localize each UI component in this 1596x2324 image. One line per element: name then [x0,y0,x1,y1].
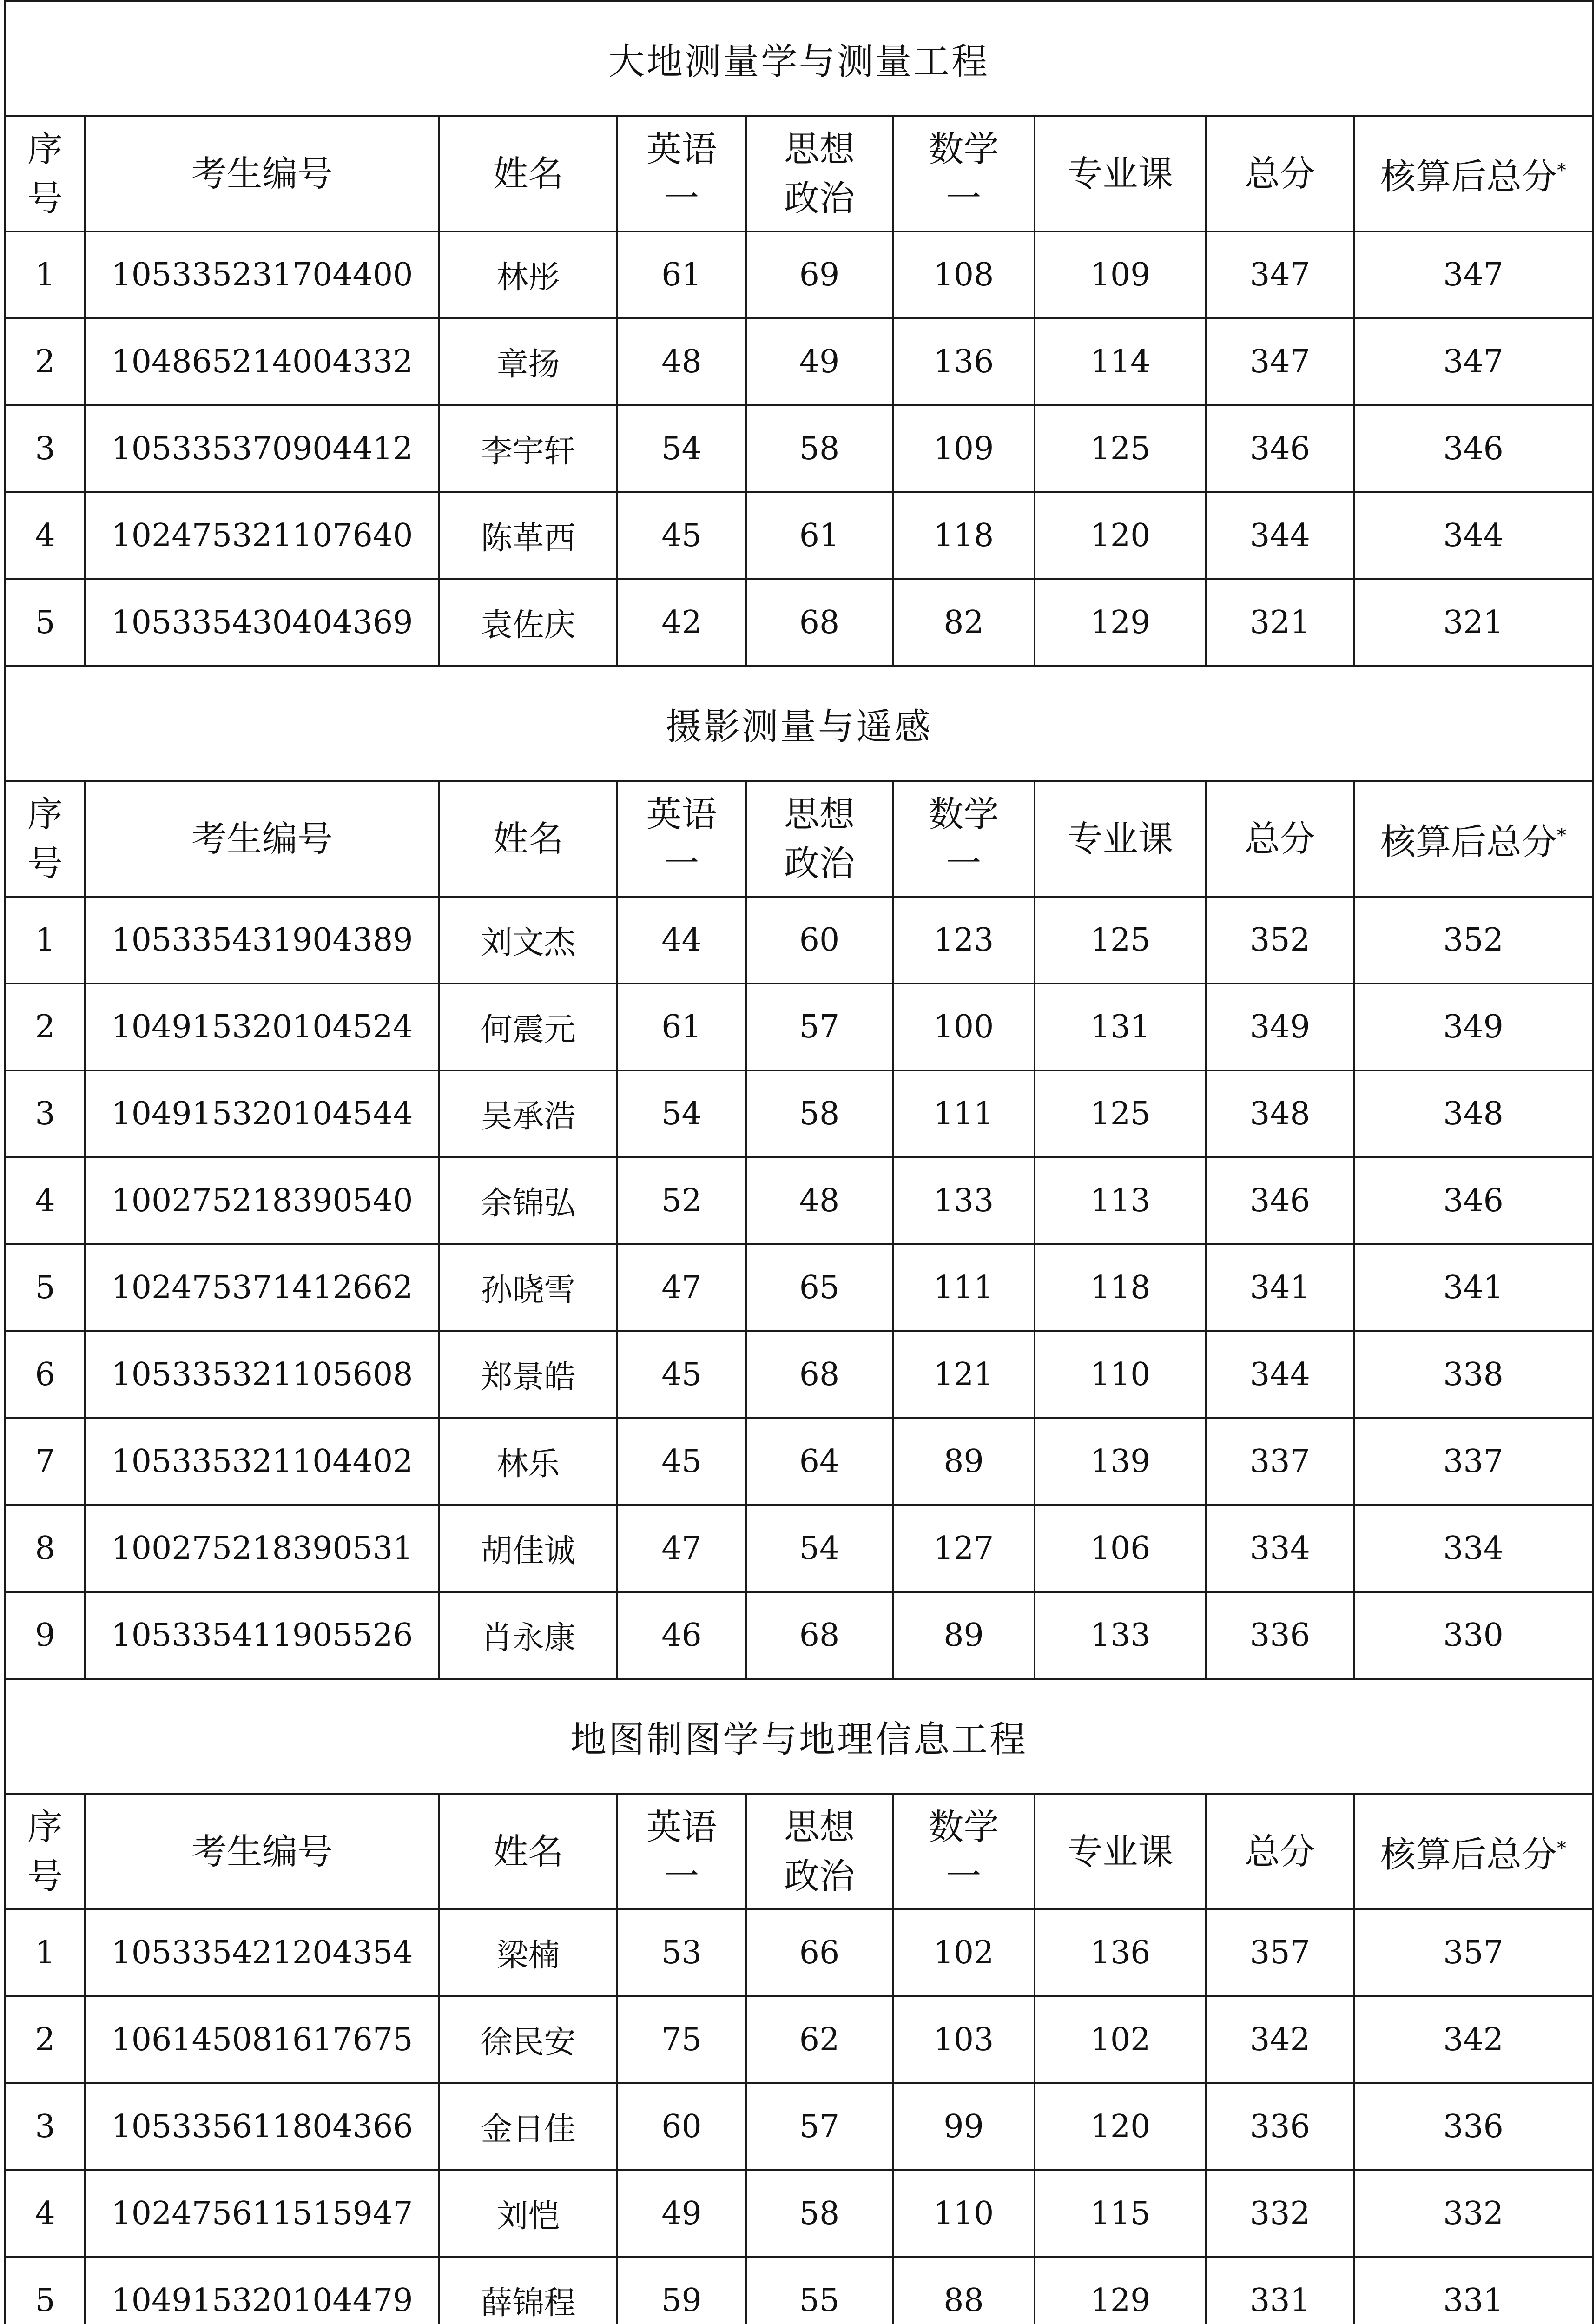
cell-seq: 5 [5,579,85,666]
cell-verified-total: 331 [1354,2257,1593,2324]
cell-seq: 9 [5,1592,85,1679]
cell-english: 52 [617,1157,746,1244]
cell-seq: 3 [5,405,85,492]
cell-english: 45 [617,1418,746,1505]
cell-total: 347 [1206,318,1354,405]
cell-politics: 68 [746,1331,893,1418]
cell-math: 127 [893,1505,1035,1592]
cell-verified-total: 348 [1354,1070,1593,1157]
cell-seq: 1 [5,1909,85,1996]
cell-major: 133 [1035,1592,1206,1679]
cell-exam-id: 106145081617675 [85,1996,439,2083]
cell-english: 42 [617,579,746,666]
cell-verified-total: 341 [1354,1244,1593,1331]
header-politics: 思想 政治 [746,1794,893,1909]
header-verified-total: 核算后总分* [1354,781,1593,897]
cell-seq: 2 [5,984,85,1070]
score-table [4,0,1594,2324]
table-row [5,231,1593,318]
cell-name: 薛锦程 [439,2257,617,2324]
cell-seq: 3 [5,2083,85,2170]
cell-total: 346 [1206,405,1354,492]
cell-exam-id: 100275218390540 [85,1157,439,1244]
cell-major: 120 [1035,2083,1206,2170]
cell-politics: 57 [746,984,893,1070]
cell-politics: 48 [746,1157,893,1244]
cell-total: 344 [1206,1331,1354,1418]
header-name: 姓名 [439,116,617,231]
cell-politics: 49 [746,318,893,405]
cell-name: 肖永康 [439,1592,617,1679]
cell-total: 349 [1206,984,1354,1070]
header-math: 数学 一 [893,781,1035,897]
cell-politics: 54 [746,1505,893,1592]
asterisk-mark: * [1557,1837,1567,1859]
cell-exam-id: 105335321104402 [85,1418,439,1505]
cell-math: 88 [893,2257,1035,2324]
table-row [5,1996,1593,2083]
cell-total: 357 [1206,1909,1354,1996]
cell-seq: 2 [5,318,85,405]
cell-name: 孙晓雪 [439,1244,617,1331]
cell-major: 106 [1035,1505,1206,1592]
header-major: 专业课 [1035,1794,1206,1909]
header-row [5,116,1593,231]
cell-major: 131 [1035,984,1206,1070]
header-math: 数学 一 [893,116,1035,231]
cell-seq: 7 [5,1418,85,1505]
cell-english: 45 [617,1331,746,1418]
header-seq: 序 号 [5,1794,85,1909]
header-total: 总分 [1206,781,1354,897]
cell-politics: 58 [746,405,893,492]
cell-seq: 3 [5,1070,85,1157]
header-row [5,781,1593,897]
table-row [5,1909,1593,1996]
cell-math: 110 [893,2170,1035,2257]
cell-math: 111 [893,1070,1035,1157]
cell-verified-total: 347 [1354,318,1593,405]
header-seq: 序 号 [5,781,85,897]
cell-exam-id: 102475611515947 [85,2170,439,2257]
cell-exam-id: 102475321107640 [85,492,439,579]
table-row [5,1592,1593,1679]
section-title: 大地测量学与测量工程 [5,1,1593,116]
cell-name: 郑景皓 [439,1331,617,1418]
cell-verified-total: 357 [1354,1909,1593,1996]
cell-math: 82 [893,579,1035,666]
cell-name: 陈革西 [439,492,617,579]
table-body [5,1,1593,2324]
cell-name: 梁楠 [439,1909,617,1996]
cell-name: 林乐 [439,1418,617,1505]
cell-math: 99 [893,2083,1035,2170]
table-row [5,2170,1593,2257]
cell-exam-id: 105335431904389 [85,897,439,984]
cell-name: 余锦弘 [439,1157,617,1244]
cell-verified-total: 342 [1354,1996,1593,2083]
cell-major: 125 [1035,405,1206,492]
section-title-row [5,1679,1593,1794]
cell-politics: 55 [746,2257,893,2324]
cell-name: 吴承浩 [439,1070,617,1157]
cell-major: 129 [1035,2257,1206,2324]
header-row [5,1794,1593,1909]
cell-seq: 5 [5,1244,85,1331]
cell-major: 139 [1035,1418,1206,1505]
cell-exam-id: 105335430404369 [85,579,439,666]
table-row [5,405,1593,492]
cell-major: 115 [1035,2170,1206,2257]
cell-politics: 69 [746,231,893,318]
cell-math: 89 [893,1418,1035,1505]
asterisk-mark: * [1557,159,1567,181]
cell-politics: 60 [746,897,893,984]
cell-name: 刘恺 [439,2170,617,2257]
cell-english: 48 [617,318,746,405]
cell-total: 336 [1206,2083,1354,2170]
cell-major: 118 [1035,1244,1206,1331]
cell-total: 334 [1206,1505,1354,1592]
cell-math: 121 [893,1331,1035,1418]
cell-major: 125 [1035,897,1206,984]
cell-name: 林彤 [439,231,617,318]
cell-math: 111 [893,1244,1035,1331]
table-row [5,1418,1593,1505]
cell-verified-total: 337 [1354,1418,1593,1505]
header-name: 姓名 [439,1794,617,1909]
header-english: 英语 一 [617,1794,746,1909]
cell-total: 342 [1206,1996,1354,2083]
cell-total: 347 [1206,231,1354,318]
cell-total: 337 [1206,1418,1354,1505]
cell-exam-id: 105335370904412 [85,405,439,492]
table-row [5,492,1593,579]
table-row [5,1505,1593,1592]
cell-math: 109 [893,405,1035,492]
header-exam-id: 考生编号 [85,1794,439,1909]
cell-major: 120 [1035,492,1206,579]
section-title: 摄影测量与遥感 [5,666,1593,781]
cell-verified-total: 346 [1354,405,1593,492]
cell-major: 109 [1035,231,1206,318]
cell-english: 61 [617,231,746,318]
table-row [5,1070,1593,1157]
cell-verified-total: 332 [1354,2170,1593,2257]
cell-math: 100 [893,984,1035,1070]
header-exam-id: 考生编号 [85,116,439,231]
cell-math: 108 [893,231,1035,318]
cell-politics: 58 [746,1070,893,1157]
cell-english: 49 [617,2170,746,2257]
cell-name: 徐民安 [439,1996,617,2083]
cell-verified-total: 334 [1354,1505,1593,1592]
cell-politics: 65 [746,1244,893,1331]
cell-seq: 8 [5,1505,85,1592]
cell-exam-id: 105335411905526 [85,1592,439,1679]
cell-name: 章扬 [439,318,617,405]
cell-math: 103 [893,1996,1035,2083]
cell-name: 李宇轩 [439,405,617,492]
cell-seq: 6 [5,1331,85,1418]
cell-exam-id: 104915320104544 [85,1070,439,1157]
cell-verified-total: 336 [1354,2083,1593,2170]
table-row [5,579,1593,666]
cell-math: 123 [893,897,1035,984]
cell-exam-id: 105335231704400 [85,231,439,318]
cell-english: 47 [617,1505,746,1592]
header-total: 总分 [1206,1794,1354,1909]
header-seq: 序 号 [5,116,85,231]
cell-seq: 1 [5,231,85,318]
cell-english: 45 [617,492,746,579]
cell-name: 胡佳诚 [439,1505,617,1592]
cell-politics: 61 [746,492,893,579]
cell-exam-id: 105335321105608 [85,1331,439,1418]
cell-politics: 64 [746,1418,893,1505]
cell-total: 344 [1206,492,1354,579]
cell-exam-id: 104915320104524 [85,984,439,1070]
cell-english: 59 [617,2257,746,2324]
cell-politics: 58 [746,2170,893,2257]
cell-english: 46 [617,1592,746,1679]
cell-total: 321 [1206,579,1354,666]
cell-major: 102 [1035,1996,1206,2083]
cell-english: 47 [617,1244,746,1331]
cell-politics: 66 [746,1909,893,1996]
cell-seq: 5 [5,2257,85,2324]
table-row [5,2083,1593,2170]
cell-english: 53 [617,1909,746,1996]
cell-verified-total: 349 [1354,984,1593,1070]
cell-verified-total: 346 [1354,1157,1593,1244]
table-row [5,1331,1593,1418]
table-row [5,1157,1593,1244]
table-row [5,318,1593,405]
cell-total: 341 [1206,1244,1354,1331]
cell-major: 125 [1035,1070,1206,1157]
cell-seq: 1 [5,897,85,984]
cell-seq: 2 [5,1996,85,2083]
cell-total: 331 [1206,2257,1354,2324]
header-verified-total: 核算后总分* [1354,1794,1593,1909]
cell-name: 金日佳 [439,2083,617,2170]
header-major: 专业课 [1035,781,1206,897]
table-row [5,2257,1593,2324]
cell-exam-id: 104865214004332 [85,318,439,405]
cell-english: 54 [617,405,746,492]
header-politics: 思想 政治 [746,116,893,231]
table-row [5,1244,1593,1331]
header-exam-id: 考生编号 [85,781,439,897]
cell-verified-total: 352 [1354,897,1593,984]
cell-politics: 62 [746,1996,893,2083]
cell-english: 44 [617,897,746,984]
cell-math: 133 [893,1157,1035,1244]
cell-major: 129 [1035,579,1206,666]
cell-total: 336 [1206,1592,1354,1679]
cell-major: 113 [1035,1157,1206,1244]
cell-seq: 4 [5,2170,85,2257]
cell-total: 332 [1206,2170,1354,2257]
cell-math: 89 [893,1592,1035,1679]
header-english: 英语 一 [617,116,746,231]
cell-exam-id: 105335421204354 [85,1909,439,1996]
cell-seq: 4 [5,1157,85,1244]
table-row [5,897,1593,984]
header-major: 专业课 [1035,116,1206,231]
header-verified-total: 核算后总分* [1354,116,1593,231]
cell-major: 114 [1035,318,1206,405]
cell-verified-total: 338 [1354,1331,1593,1418]
cell-english: 60 [617,2083,746,2170]
cell-politics: 68 [746,579,893,666]
cell-major: 110 [1035,1331,1206,1418]
cell-total: 352 [1206,897,1354,984]
cell-major: 136 [1035,1909,1206,1996]
cell-politics: 57 [746,2083,893,2170]
cell-math: 102 [893,1909,1035,1996]
section-title-row [5,1,1593,116]
cell-verified-total: 330 [1354,1592,1593,1679]
asterisk-mark: * [1557,825,1567,846]
cell-name: 袁佐庆 [439,579,617,666]
header-total: 总分 [1206,116,1354,231]
cell-total: 348 [1206,1070,1354,1157]
cell-exam-id: 104915320104479 [85,2257,439,2324]
cell-exam-id: 100275218390531 [85,1505,439,1592]
header-name: 姓名 [439,781,617,897]
cell-math: 136 [893,318,1035,405]
section-title-row [5,666,1593,781]
header-math: 数学 一 [893,1794,1035,1909]
cell-english: 75 [617,1996,746,2083]
cell-exam-id: 102475371412662 [85,1244,439,1331]
cell-math: 118 [893,492,1035,579]
table-row [5,984,1593,1070]
header-english: 英语 一 [617,781,746,897]
section-title: 地图制图学与地理信息工程 [5,1679,1593,1794]
cell-verified-total: 321 [1354,579,1593,666]
cell-english: 61 [617,984,746,1070]
cell-exam-id: 105335611804366 [85,2083,439,2170]
cell-politics: 68 [746,1592,893,1679]
cell-name: 何震元 [439,984,617,1070]
cell-english: 54 [617,1070,746,1157]
header-politics: 思想 政治 [746,781,893,897]
cell-verified-total: 347 [1354,231,1593,318]
cell-verified-total: 344 [1354,492,1593,579]
cell-seq: 4 [5,492,85,579]
cell-name: 刘文杰 [439,897,617,984]
cell-total: 346 [1206,1157,1354,1244]
